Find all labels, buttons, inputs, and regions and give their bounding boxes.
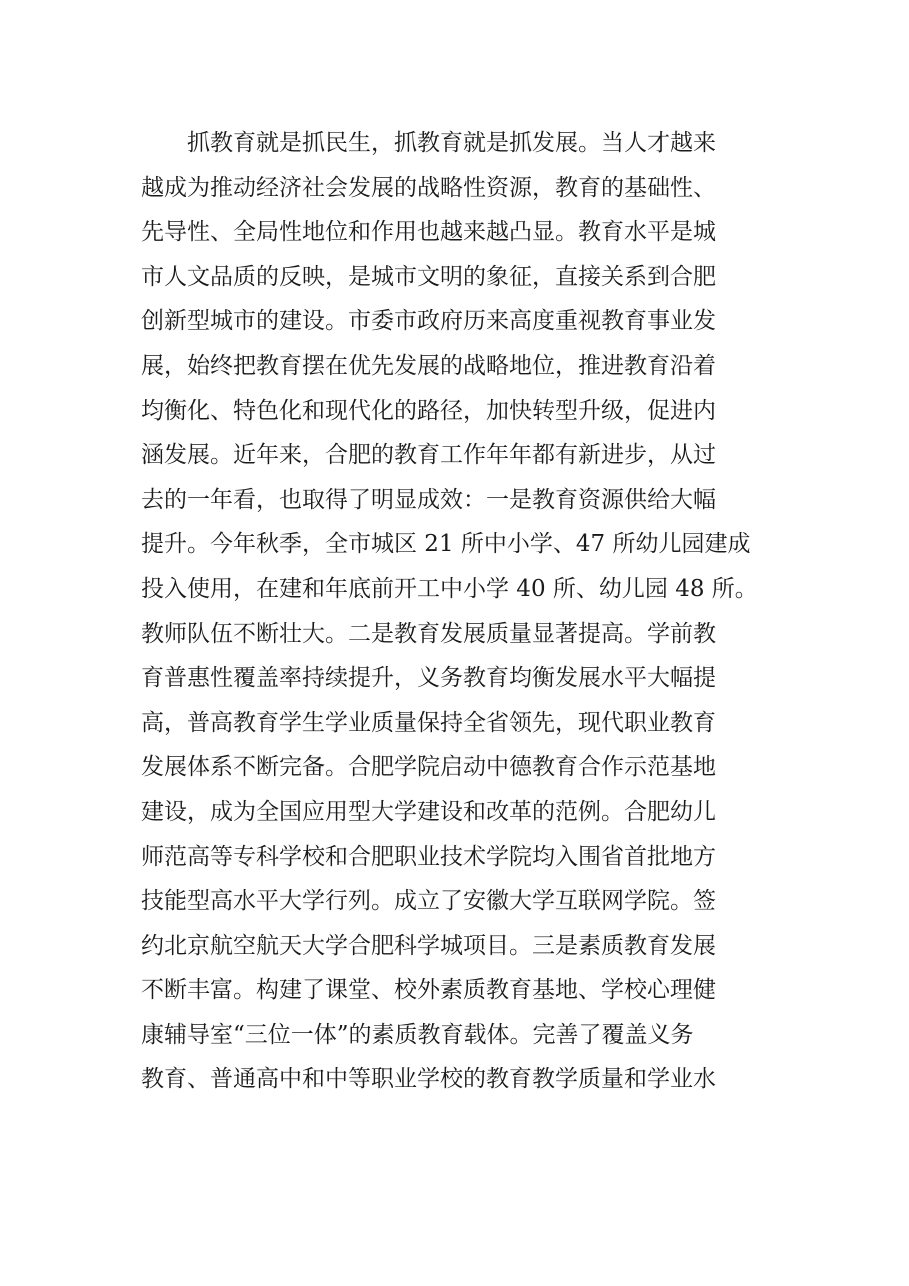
paragraph-line-8: 涵发展。近年来，合肥的教育工作年年都有新进步，从过 [141,442,716,469]
paragraph-line-15: 发展体系不断完备。合肥学院启动中德教育合作示范基地 [141,754,716,781]
paragraph-line-14: 高，普高教育学生学业质量保持全省领先，现代职业教育 [141,709,716,736]
paragraph-line-21: 康辅导室“三位一体”的素质教育载体。完善了覆盖义务 [141,1021,694,1048]
paragraph-line-10: 提升。今年秋季，全市城区 21 所中小学、47 所幼儿园建成 [141,531,751,558]
paragraph-line-13: 育普惠性覆盖率持续提升，义务教育均衡发展水平大幅提 [141,665,716,692]
paragraph-line-22: 教育、普通高中和中等职业学校的教育教学质量和学业水 [141,1066,716,1093]
body-paragraph [141,121,801,1102]
paragraph-line-16: 建设，成为全国应用型大学建设和改革的范例。合肥幼儿 [141,798,716,825]
paragraph-line-5: 创新型城市的建设。市委市政府历来高度重视教育事业发 [141,308,716,335]
paragraph-line-19: 约北京航空航天大学合肥科学城项目。三是素质教育发展 [141,932,716,959]
paragraph-line-12: 教师队伍不断壮大。二是教育发展质量显著提高。学前教 [141,620,716,647]
paragraph-line-11: 投入使用，在建和年底前开工中小学 40 所、幼儿园 48 所。 [141,575,758,602]
paragraph-line-4: 市人文品质的反映，是城市文明的象征，直接关系到合肥 [141,263,716,290]
paragraph-line-1: 抓教育就是抓民生，抓教育就是抓发展。当人才越来 [187,130,716,156]
paragraph-line-20: 不断丰富。构建了课堂、校外素质教育基地、学校心理健 [141,977,716,1004]
paragraph-line-18: 技能型高水平大学行列。成立了安徽大学互联网学院。签 [141,888,716,915]
paragraph-line-17: 师范高等专科学校和合肥职业技术学院均入围省首批地方 [141,843,716,870]
paragraph-line-2: 越成为推动经济社会发展的战略性资源，教育的基础性、 [141,174,716,201]
paragraph-line-9: 去的一年看，也取得了明显成效：一是教育资源供给大幅 [141,486,716,513]
paragraph-line-7: 均衡化、特色化和现代化的路径，加快转型升级，促进内 [141,397,716,424]
paragraph-line-6: 展，始终把教育摆在优先发展的战略地位，推进教育沿着 [141,352,716,379]
paragraph-line-3: 先导性、全局性地位和作用也越来越凸显。教育水平是城 [141,219,716,246]
